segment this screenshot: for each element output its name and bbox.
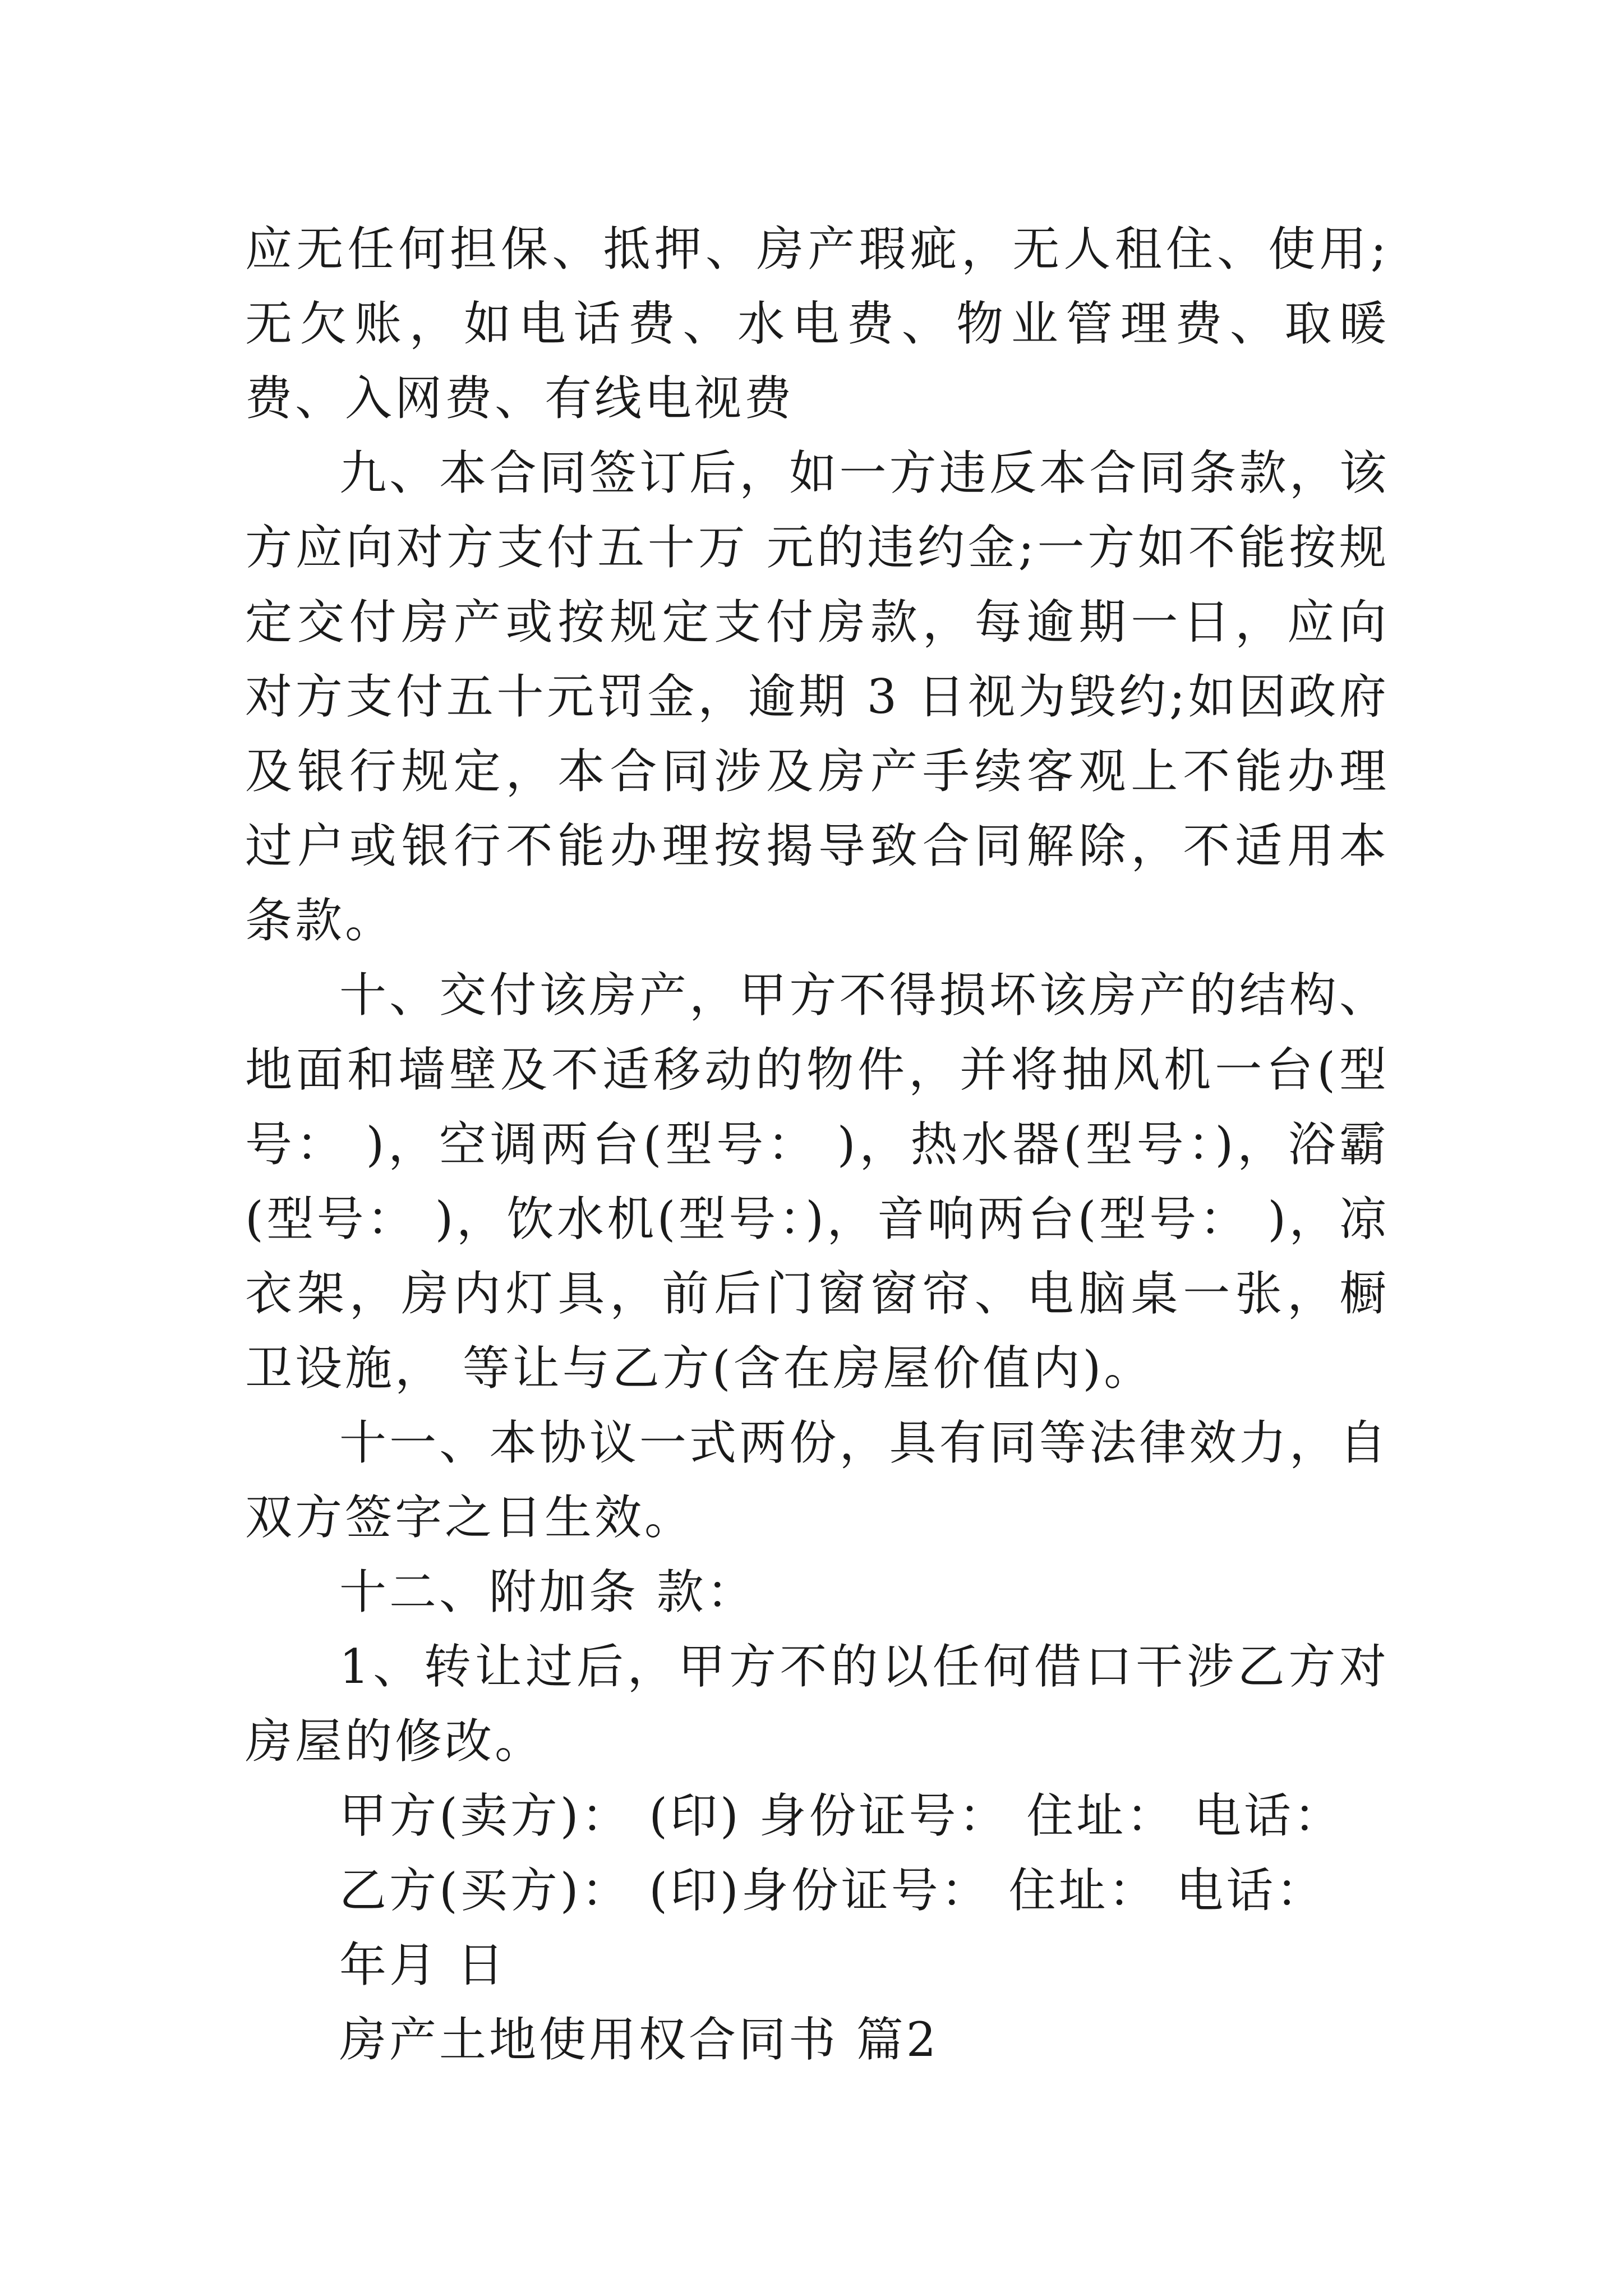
paragraph-item8-continued: 应无任何担保、抵押、房产瑕疵，无人租住、使用;无欠账，如电话费、水电费、物业管理费、取暖费、入网费、有线电视费 [245, 222, 1389, 426]
signature-line-party-a: 甲方(卖方)： (印) 身份证号： 住址： 电话： [339, 1788, 1344, 1843]
paragraph-item9: 九、本合同签订后，如一方违反本合同条款，该方应向对方支付五十万 元的违约金;一方如不能按规定交付房产或按规定支付房款，每逾期一日，应向对方支付五十元罚金，逾期 3 日视为毁约;如因政府及银行规定，本合同涉及房产手续客观上不能办理过户或银行不能办理按揭导致合同解除，不适用本条款。 [245, 445, 1389, 948]
paragraph-item10: 十、交付该房产，甲方不得损坏该房产的结构、地面和墙壁及不适移动的物件，并将抽风机一台(型号： )，空调两台(型号： )，热水器(型号：)，浴霸(型号： )，饮水机(型号：)，音响两台(型号： )，凉衣架，房内灯具，前后门窗窗帘、电脑桌一张，橱卫设施， 等让与乙方(含在房屋价值内)。 [245, 968, 1389, 1396]
paragraph-item11: 十一、本协议一式两份，具有同等法律效力，自双方签字之日生效。 [245, 1415, 1389, 1545]
document-body [245, 212, 1389, 2077]
next-section-title: 房产土地使用权合同书 篇2 [339, 2012, 939, 2067]
paragraph-item12: 十二、附加条 款： [339, 1565, 757, 1619]
signature-line-party-b: 乙方(买方)： (印)身份证号： 住址： 电话： [339, 1863, 1326, 1918]
paragraph-item12-clause1: 1、转让过后，甲方不的以任何借口干涉乙方对房屋的修改。 [245, 1639, 1389, 1769]
signature-date: 年月 日 [339, 1938, 507, 1993]
